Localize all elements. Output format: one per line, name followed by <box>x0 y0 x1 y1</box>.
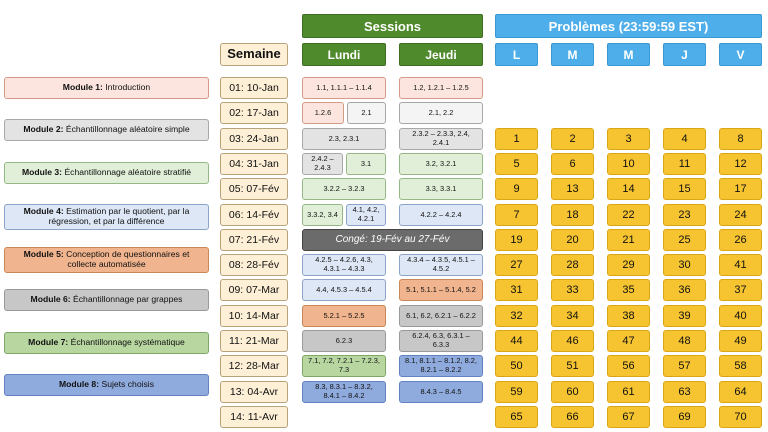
module-title: Échantillonnage aléatoire simple <box>65 124 190 135</box>
jeudi-session-cell: 8.4.3 – 8.4.5 <box>399 381 483 403</box>
jeudi-session-cell: 2.1, 2.2 <box>399 102 483 124</box>
problem-number: 34 <box>551 305 594 327</box>
lundi-session-cell: 3.1 <box>346 153 386 175</box>
day-header: M <box>607 43 650 66</box>
module-number: Module 1: <box>62 82 103 93</box>
lundi-session-cell: 5.2.1 – 5.2.5 <box>302 305 386 327</box>
problem-number: 4 <box>663 128 706 150</box>
lundi-session-cell: 1.2.6 <box>302 102 344 124</box>
module-number: Module 5: <box>23 249 64 260</box>
module-title: Estimation par le quotient, par la régression, et par la différence <box>48 206 190 226</box>
week-cell: 10: 14-Mar <box>220 305 288 327</box>
jeudi-session-cell: 5.1, 5.1.1 – 5.1.4, 5.2 <box>399 279 483 301</box>
week-cell: 03: 24-Jan <box>220 128 288 150</box>
problem-number: 35 <box>607 279 650 301</box>
module-number: Module 8: <box>58 379 100 390</box>
week-cell: 12: 28-Mar <box>220 355 288 377</box>
day-header: J <box>663 43 706 66</box>
module-label <box>22 168 191 178</box>
problems-header: Problèmes (23:59:59 EST) <box>495 14 762 38</box>
problem-number: 50 <box>495 355 538 377</box>
module-box <box>4 332 209 354</box>
week-cell: 01: 10-Jan <box>220 77 288 99</box>
problem-number: 12 <box>719 153 762 175</box>
problem-number: 63 <box>663 381 706 403</box>
week-cell: 08: 28-Fév <box>220 254 288 276</box>
week-cell: 05: 07-Fév <box>220 178 288 200</box>
semaine-header: Semaine <box>220 43 288 66</box>
module-box <box>4 247 209 273</box>
module-label <box>31 295 183 305</box>
module-label <box>59 380 154 390</box>
problem-number: 17 <box>719 178 762 200</box>
jeudi-session-cell: 8.1, 8.1.1 – 8.1.2, 8.2, 8.2.1 – 8.2.2 <box>399 355 483 377</box>
problem-number: 51 <box>551 355 594 377</box>
problem-number: 2 <box>551 128 594 150</box>
problem-number: 11 <box>663 153 706 175</box>
problem-number: 48 <box>663 330 706 352</box>
module-title: Échantillonnage systématique <box>70 337 185 348</box>
lundi-header: Lundi <box>302 43 386 66</box>
problem-number: 31 <box>495 279 538 301</box>
problem-number: 5 <box>495 153 538 175</box>
module-title: Conception de questionnaires et collecte automatisée <box>66 249 190 269</box>
problem-number: 37 <box>719 279 762 301</box>
problem-number: 46 <box>551 330 594 352</box>
module-label <box>23 125 189 135</box>
problem-number: 57 <box>663 355 706 377</box>
problem-number: 39 <box>663 305 706 327</box>
problem-number: 33 <box>551 279 594 301</box>
jeudi-session-cell: 6.2.4, 6.3, 6.3.1 – 6.3.3 <box>399 330 483 352</box>
module-box <box>4 374 209 396</box>
module-number: Module 7: <box>28 337 69 348</box>
module-box <box>4 162 209 184</box>
problem-number: 1 <box>495 128 538 150</box>
problem-number: 21 <box>607 229 650 251</box>
lundi-session-cell: 2.3, 2.3.1 <box>302 128 386 150</box>
problem-number: 10 <box>607 153 650 175</box>
module-title: Sujets choisis <box>101 379 155 390</box>
lundi-session-cell: 7.1, 7.2, 7.2.1 – 7.2.3, 7.3 <box>302 355 386 377</box>
week-cell: 11: 21-Mar <box>220 330 288 352</box>
lundi-session-cell: 8.3, 8.3.1 – 8.3.2, 8.4.1 – 8.4.2 <box>302 381 386 403</box>
problem-number: 22 <box>607 204 650 226</box>
jeudi-header: Jeudi <box>399 43 483 66</box>
module-label <box>28 338 185 348</box>
problem-number: 36 <box>663 279 706 301</box>
problem-number: 56 <box>607 355 650 377</box>
lundi-session-cell: 3.2.2 – 3.2.3 <box>302 178 386 200</box>
problem-number: 3 <box>607 128 650 150</box>
conge-banner: Congé: 19-Fév au 27-Fév <box>302 229 483 251</box>
week-cell: 13: 04-Avr <box>220 381 288 403</box>
problem-number: 14 <box>607 178 650 200</box>
lundi-session-cell: 4.1, 4.2, 4.2.1 <box>346 204 386 226</box>
module-label <box>11 250 202 270</box>
day-header: L <box>495 43 538 66</box>
problem-number: 30 <box>663 254 706 276</box>
module-number: Module 4: <box>23 206 64 217</box>
module-box <box>4 204 209 230</box>
problem-number: 41 <box>719 254 762 276</box>
problem-number: 67 <box>607 406 650 428</box>
jeudi-session-cell: 3.3, 3.3.1 <box>399 178 483 200</box>
module-number: Module 6: <box>30 294 71 305</box>
module-title: Échantillonnage par grappes <box>73 294 183 305</box>
day-header: V <box>719 43 762 66</box>
module-label <box>63 83 150 93</box>
problem-number: 59 <box>495 381 538 403</box>
problem-number: 24 <box>719 204 762 226</box>
module-box <box>4 289 209 311</box>
module-label <box>11 207 202 227</box>
week-cell: 04: 31-Jan <box>220 153 288 175</box>
problem-number: 32 <box>495 305 538 327</box>
sessions-header: Sessions <box>302 14 483 38</box>
problem-number: 49 <box>719 330 762 352</box>
problem-number: 18 <box>551 204 594 226</box>
problem-number: 7 <box>495 204 538 226</box>
module-number: Module 2: <box>23 124 64 135</box>
problem-number: 27 <box>495 254 538 276</box>
problem-number: 8 <box>719 128 762 150</box>
problem-number: 61 <box>607 381 650 403</box>
problem-number: 66 <box>551 406 594 428</box>
problem-number: 15 <box>663 178 706 200</box>
jeudi-session-cell: 2.3.2 – 2.3.3, 2.4, 2.4.1 <box>399 128 483 150</box>
module-title: Introduction <box>105 82 151 93</box>
lundi-session-cell: 1.1, 1.1.1 – 1.1.4 <box>302 77 386 99</box>
day-header: M <box>551 43 594 66</box>
problem-number: 20 <box>551 229 594 251</box>
module-box <box>4 119 209 141</box>
week-cell: 02: 17-Jan <box>220 102 288 124</box>
jeudi-session-cell: 4.2.2 – 4.2.4 <box>399 204 483 226</box>
lundi-session-cell: 3.3.2, 3.4 <box>302 204 343 226</box>
problem-number: 47 <box>607 330 650 352</box>
problem-number: 25 <box>663 229 706 251</box>
jeudi-session-cell: 4.3.4 – 4.3.5, 4.5.1 – 4.5.2 <box>399 254 483 276</box>
problem-number: 60 <box>551 381 594 403</box>
problem-number: 28 <box>551 254 594 276</box>
lundi-session-cell: 2.4.2 – 2.4.3 <box>302 153 343 175</box>
week-cell: 07: 21-Fév <box>220 229 288 251</box>
lundi-session-cell: 6.2.3 <box>302 330 386 352</box>
problem-number: 65 <box>495 406 538 428</box>
lundi-session-cell: 4.2.5 – 4.2.6, 4.3, 4.3.1 – 4.3.3 <box>302 254 386 276</box>
module-box <box>4 77 209 99</box>
problem-number: 6 <box>551 153 594 175</box>
week-cell: 14: 11-Avr <box>220 406 288 428</box>
jeudi-session-cell: 3.2, 3.2.1 <box>399 153 483 175</box>
problem-number: 38 <box>607 305 650 327</box>
module-title: Échantillonnage aléatoire stratifié <box>64 167 192 178</box>
module-number: Module 3: <box>21 167 63 178</box>
problem-number: 26 <box>719 229 762 251</box>
problem-number: 69 <box>663 406 706 428</box>
problem-number: 23 <box>663 204 706 226</box>
problem-number: 58 <box>719 355 762 377</box>
week-cell: 06: 14-Fév <box>220 204 288 226</box>
lundi-session-cell: 2.1 <box>347 102 386 124</box>
problem-number: 44 <box>495 330 538 352</box>
jeudi-session-cell: 6.1, 6.2, 6.2.1 – 6.2.2 <box>399 305 483 327</box>
problem-number: 19 <box>495 229 538 251</box>
lundi-session-cell: 4.4, 4.5.3 – 4.5.4 <box>302 279 386 301</box>
problem-number: 70 <box>719 406 762 428</box>
week-cell: 09: 07-Mar <box>220 279 288 301</box>
problem-number: 64 <box>719 381 762 403</box>
problem-number: 13 <box>551 178 594 200</box>
problem-number: 9 <box>495 178 538 200</box>
problem-number: 40 <box>719 305 762 327</box>
problem-number: 29 <box>607 254 650 276</box>
jeudi-session-cell: 1.2, 1.2.1 – 1.2.5 <box>399 77 483 99</box>
